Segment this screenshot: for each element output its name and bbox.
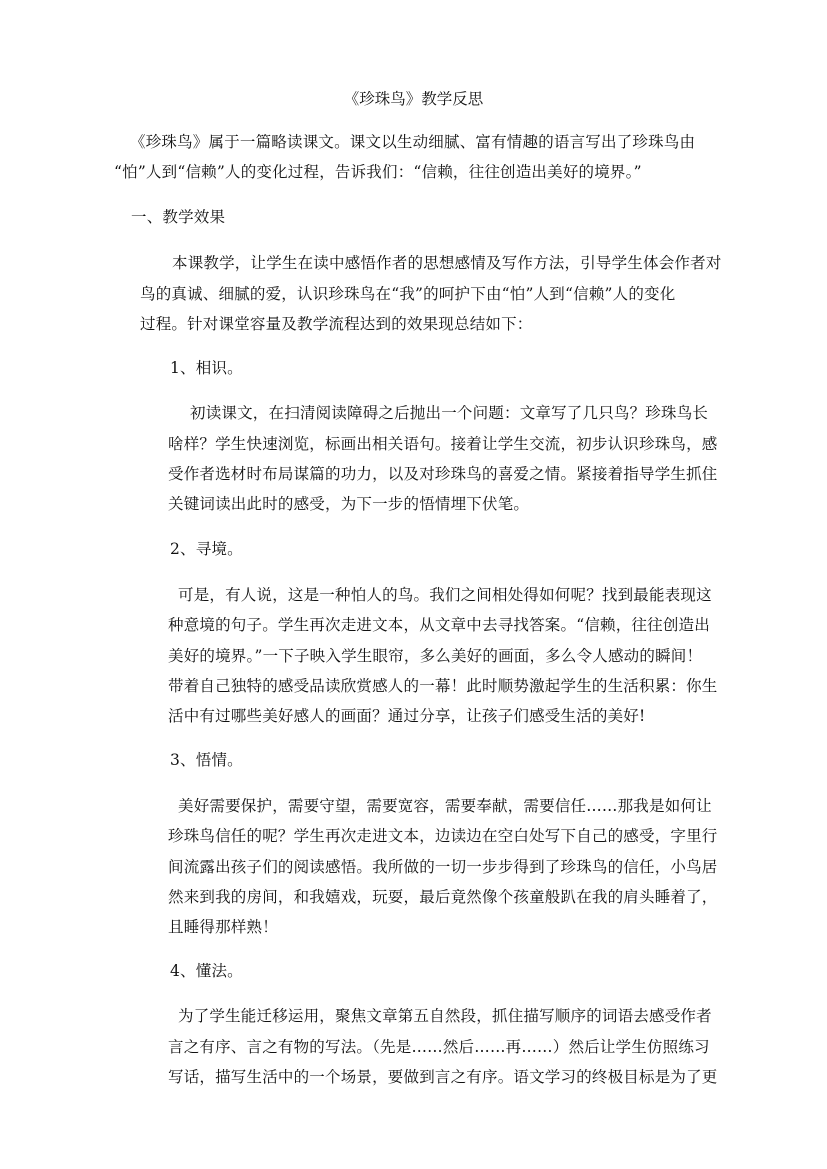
item-heading: 4、懂法。	[170, 962, 243, 980]
item-line: 然来到我的房间，和我嬉戏，玩耍，最后竟然像个孩童般趴在我的肩头睡着了，	[168, 888, 718, 906]
item-line: 间流露出孩子们的阅读感悟。我所做的一切一步步得到了珍珠鸟的信任，小鸟居	[168, 858, 718, 876]
item-line: 且睡得那样熟！	[168, 918, 278, 936]
item-line: 可是，有人说，这是一种怕人的鸟。我们之间相处得如何呢？找到最能表现这	[178, 586, 712, 604]
section-heading: 一、教学效果	[131, 208, 226, 226]
document-title: 《珍珠鸟》教学反思	[343, 90, 484, 108]
item-line: 关键词读出此时的感受，为下一步的悟情埋下伏笔。	[168, 495, 530, 513]
intro-line: 《珍珠鸟》属于一篇略读课文。课文以生动细腻、富有情趣的语言写出了珍珠鸟由	[130, 133, 696, 151]
item-line: 受作者选材时布局谋篇的功力，以及对珍珠鸟的喜爱之情。紧接着指导学生抓住	[168, 465, 718, 483]
item-line: 种意境的句子。学生再次走进文本，从文章中去寻找答案。“信赖，往往创造出	[168, 616, 710, 634]
item-line: 活中有过哪些美好感人的画面？通过分享，让孩子们感受生活的美好!	[168, 707, 646, 725]
item-line: 啥样？学生快速浏览，标画出相关语句。接着让学生交流，初步认识珍珠鸟，感	[168, 435, 718, 453]
item-heading: 1、相识。	[170, 359, 243, 377]
item-line: 为了学生能迁移运用，聚焦文章第五自然段，抓住描写顺序的词语去感受作者	[178, 1007, 712, 1025]
summary-line: 鸟的真诚、细腻的爱，认识珍珠鸟在“我”的呵护下由“怕”人到“信赖”人的变化	[140, 285, 676, 303]
summary-line: 过程。针对课堂容量及教学流程达到的效果现总结如下：	[140, 315, 533, 333]
item-line: 带着自己独特的感受品读欣赏感人的一幕！此时顺势激起学生的生活积累：你生	[168, 677, 718, 695]
item-heading: 2、寻境。	[170, 540, 243, 558]
item-line: 美好的境界。”一下子映入学生眼帘，多么美好的画面，多么令人感动的瞬间！	[168, 647, 703, 665]
item-line: 初读课文，在扫清阅读障碍之后抛出一个问题：文章写了几只鸟？珍珠鸟长	[190, 404, 709, 422]
item-line: 写话，描写生活中的一个场景，要做到言之有序。语文学习的终极目标是为了更	[168, 1068, 718, 1086]
item-line: 言之有序、言之有物的写法。（先是……然后……再……）然后让学生仿照练习	[168, 1038, 710, 1056]
summary-line: 本课教学，让学生在读中感悟作者的思想感情及写作方法，引导学生体会作者对	[172, 254, 722, 272]
intro-line: “怕”人到“信赖”人的变化过程，告诉我们：“信赖，往往创造出美好的境界。”	[114, 163, 642, 181]
item-heading: 3、悟情。	[170, 751, 243, 769]
item-line: 珍珠鸟信任的呢？学生再次走进文本，边读边在空白处写下自己的感受，字里行	[168, 827, 718, 845]
item-line: 美好需要保护，需要守望，需要宽容，需要奉献，需要信任……那我是如何让	[178, 797, 712, 815]
